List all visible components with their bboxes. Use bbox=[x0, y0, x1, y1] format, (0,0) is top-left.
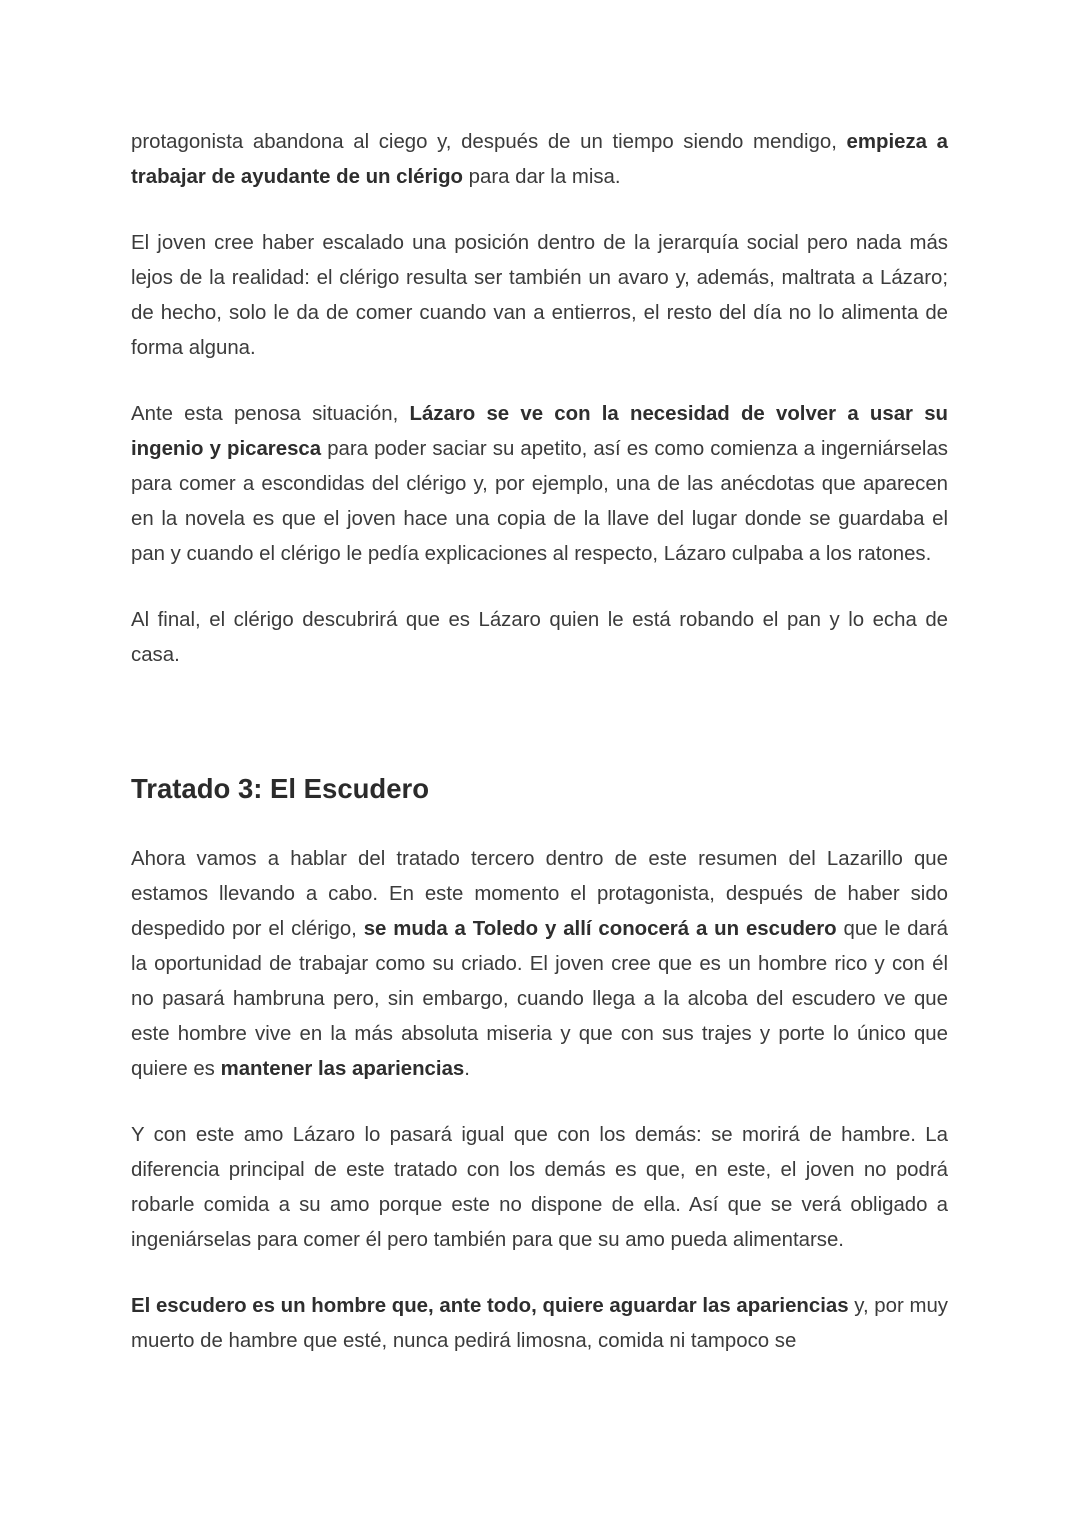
body-text-after-heading bbox=[131, 842, 948, 1359]
text-run: y, por muy muerto de hambre que esté, nunca pedirá limosna, comida ni tampoco se bbox=[131, 1295, 948, 1352]
bold-text: El escudero es un hombre que, ante todo, quiere aguardar las apariencias bbox=[131, 1295, 849, 1317]
paragraph-spacer bbox=[131, 1258, 948, 1289]
text-run: Al final, el clérigo descubrirá que es Lázaro quien le está robando el pan y lo echa de casa. bbox=[131, 609, 948, 666]
paragraph bbox=[131, 226, 948, 366]
bold-text: mantener las apariencias bbox=[220, 1058, 465, 1080]
section-heading: Tratado 3: El Escudero bbox=[131, 773, 430, 804]
paragraph bbox=[131, 842, 948, 1087]
document-page bbox=[131, 125, 948, 1359]
bold-text: empieza a trabajar de ayudante de un clérigo bbox=[131, 131, 948, 188]
text-run: Ante esta penosa situación, bbox=[131, 403, 410, 425]
text-run: Ahora vamos a hablar del tratado tercero dentro de este resumen del Lazarillo que estamos llevando a cabo. En este momento el protagonista, después de haber sido despedido por el clérigo, bbox=[131, 848, 948, 940]
paragraph-spacer bbox=[131, 195, 948, 226]
paragraph bbox=[131, 397, 948, 572]
text-run: protagonista abandona al ciego y, después de un tiempo siendo mendigo, bbox=[131, 131, 847, 153]
text-run: . bbox=[464, 1058, 470, 1080]
text-run: para dar la misa. bbox=[463, 166, 621, 188]
heading-spacer bbox=[131, 807, 948, 842]
paragraph-spacer bbox=[131, 366, 948, 397]
paragraph bbox=[131, 1289, 948, 1359]
paragraph bbox=[131, 1118, 948, 1258]
paragraph-spacer bbox=[131, 572, 948, 603]
bold-text: Lázaro se ve con la necesidad de volver a usar su ingenio y picaresca bbox=[131, 403, 949, 460]
bold-text: se muda a Toledo y allí conocerá a un escudero bbox=[363, 918, 837, 940]
paragraph bbox=[131, 603, 948, 673]
text-run: El joven cree haber escalado una posición dentro de la jerarquía social pero nada más lejos de la realidad: el clérigo resulta ser también un avaro y, además, maltrata a Lázaro; de hecho, solo le da de comer cuando van a entierros, el resto del día no lo alimenta de forma alguna. bbox=[131, 232, 948, 359]
text-run: que le dará la oportunidad de trabajar como su criado. El joven cree que es un hombre rico y con él no pasará hambruna pero, sin embargo, cuando llega a la alcoba del escudero ve que este hombre vive en la más absoluta miseria y que con sus trajes y porte lo único que quiere es bbox=[131, 918, 948, 1080]
text-run: para poder saciar su apetito, así es como comienza a ingerniárselas para comer a escondidas del clérigo y, por ejemplo, una de las anécdotas que aparecen en la novela es que el joven hace una copia de la llave del lugar donde se guardaba el pan y cuando el clérigo le pedía explicaciones al respecto, Lázaro culpaba a los ratones. bbox=[131, 438, 948, 565]
paragraph-spacer bbox=[131, 1087, 948, 1118]
paragraph bbox=[131, 125, 948, 195]
section-spacer bbox=[131, 673, 948, 771]
text-run: Y con este amo Lázaro lo pasará igual que con los demás: se morirá de hambre. La diferencia principal de este tratado con los demás es que, en este, el joven no podrá robarle comida a su amo porque este no dispone de ella. Así que se verá obligado a ingeniárselas para comer él pero también para que su amo pueda alimentarse. bbox=[131, 1124, 948, 1251]
body-text-before-heading bbox=[131, 125, 948, 673]
